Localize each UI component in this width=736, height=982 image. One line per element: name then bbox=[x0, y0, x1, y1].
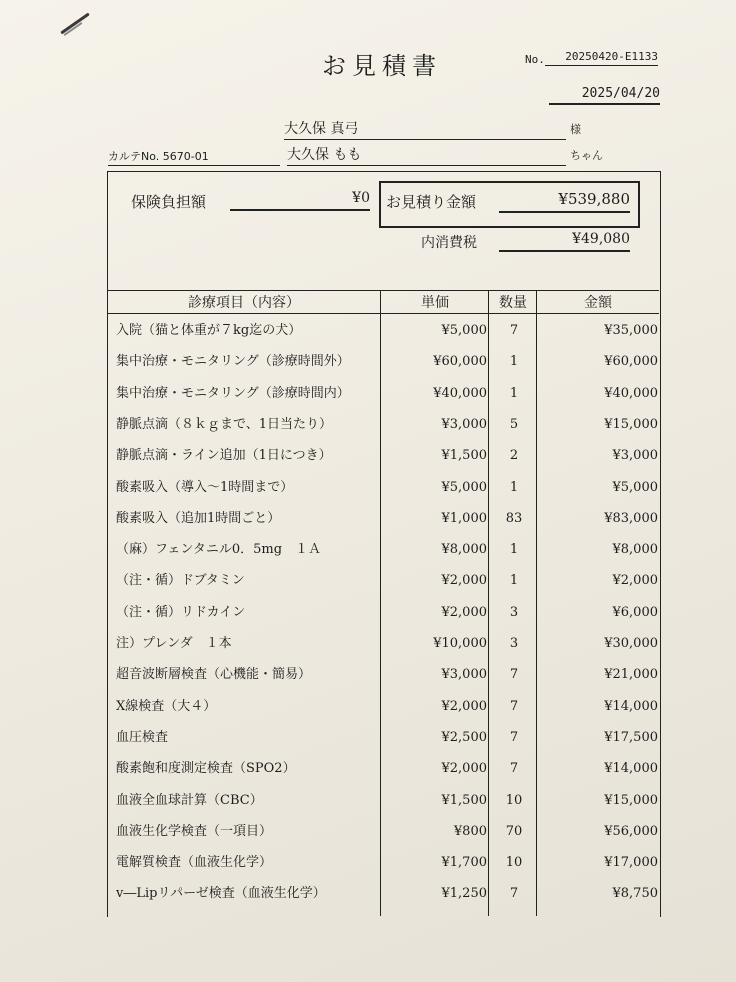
amount: ¥21,000 bbox=[604, 667, 658, 683]
estimate-date: 2025/04/20 bbox=[549, 86, 660, 105]
item-name: 注）プレンダ １本 bbox=[116, 636, 232, 651]
header-item: 診療項目（内容） bbox=[107, 290, 381, 314]
table-row bbox=[107, 878, 659, 909]
amount: ¥35,000 bbox=[604, 323, 658, 338]
pet-honorific: ちゃん bbox=[570, 149, 603, 162]
quantity: 1 bbox=[509, 354, 519, 370]
unit-price: ¥1,500 bbox=[441, 448, 487, 464]
amount: ¥15,000 bbox=[604, 792, 658, 808]
item-name: 電解質検査（血液生化学） bbox=[116, 855, 273, 871]
quantity: 7 bbox=[509, 729, 519, 745]
header-amount: 金額 bbox=[537, 290, 659, 314]
table-row bbox=[107, 346, 659, 377]
table-row bbox=[107, 409, 659, 440]
table-row bbox=[107, 785, 659, 816]
item-name: （注・循）リドカイン bbox=[116, 604, 246, 620]
karte-number: カルテNo. 5670-01 bbox=[108, 148, 280, 166]
unit-price: ¥10,000 bbox=[433, 636, 487, 651]
unit-price: ¥3,000 bbox=[441, 416, 487, 432]
pet-name: 大久保 もも bbox=[287, 144, 566, 166]
unit-price: ¥3,000 bbox=[441, 667, 487, 683]
estimate-number: 20250420-E1133 bbox=[545, 50, 658, 66]
quantity: 10 bbox=[505, 855, 523, 871]
estimate-total-label: お見積り金額 bbox=[386, 193, 477, 211]
owner-name: 大久保 真弓 bbox=[284, 118, 566, 140]
quantity: 70 bbox=[505, 823, 523, 839]
insurance-label: 保険負担額 bbox=[131, 193, 207, 211]
unit-price: ¥5,000 bbox=[441, 479, 487, 495]
unit-price: ¥60,000 bbox=[433, 354, 487, 370]
quantity: 1 bbox=[509, 385, 519, 401]
amount: ¥3,000 bbox=[612, 448, 658, 464]
unit-price: ¥1,700 bbox=[441, 855, 487, 871]
quantity: 7 bbox=[509, 761, 519, 777]
unit-price: ¥1,250 bbox=[441, 886, 487, 902]
table-row bbox=[107, 847, 659, 878]
item-name: v―Lipリパーゼ検査（血液生化学） bbox=[116, 886, 326, 902]
unit-price: ¥8,000 bbox=[441, 542, 487, 558]
unit-price: ¥5,000 bbox=[441, 323, 487, 338]
table-row bbox=[107, 472, 659, 503]
quantity: 1 bbox=[509, 479, 519, 495]
unit-price: ¥2,000 bbox=[441, 761, 487, 777]
quantity: 2 bbox=[509, 448, 519, 464]
table-row bbox=[107, 659, 659, 690]
unit-price: ¥800 bbox=[453, 823, 487, 839]
item-name: 酸素吸入（導入〜1時間まで） bbox=[116, 479, 294, 495]
quantity: 83 bbox=[505, 510, 523, 526]
table-row bbox=[107, 722, 659, 753]
quantity: 7 bbox=[509, 886, 519, 902]
table-row bbox=[107, 503, 659, 534]
unit-price: ¥1,000 bbox=[441, 510, 487, 526]
estimate-total-value: ¥539,880 bbox=[499, 190, 630, 213]
amount: ¥8,750 bbox=[612, 886, 658, 902]
item-name: 超音波断層検査（心機能・簡易） bbox=[116, 667, 312, 683]
table-row bbox=[107, 816, 659, 847]
insurance-value: ¥0 bbox=[230, 190, 370, 211]
amount: ¥14,000 bbox=[604, 698, 658, 714]
item-name: 血圧検査 bbox=[116, 729, 169, 745]
item-name: 静脈点滴・ライン追加（1日につき） bbox=[116, 448, 332, 464]
amount: ¥15,000 bbox=[604, 416, 658, 432]
quantity: 7 bbox=[509, 698, 519, 714]
owner-honorific: 様 bbox=[570, 123, 581, 136]
unit-price: ¥2,000 bbox=[441, 573, 487, 589]
quantity: 1 bbox=[509, 573, 519, 589]
table-row bbox=[107, 565, 659, 596]
amount: ¥2,000 bbox=[612, 573, 658, 589]
item-name: 入院（猫と体重が７kg迄の犬） bbox=[116, 323, 302, 338]
item-name: 酸素吸入（追加1時間ごと） bbox=[116, 510, 281, 526]
item-name: （注・循）ドブタミン bbox=[116, 573, 245, 589]
item-name: 静脈点滴（８ｋｇまで、1日当たり） bbox=[116, 416, 333, 432]
quantity: 3 bbox=[509, 604, 519, 620]
table-row bbox=[107, 597, 659, 628]
item-name: 血液生化学検査（一項目） bbox=[116, 823, 273, 839]
amount: ¥8,000 bbox=[612, 542, 658, 558]
table-row bbox=[107, 628, 659, 659]
amount: ¥30,000 bbox=[604, 636, 658, 651]
tax-value: ¥49,080 bbox=[499, 231, 630, 252]
table-row bbox=[107, 378, 659, 409]
item-name: 集中治療・モニタリング（診療時間外） bbox=[116, 354, 350, 370]
header-quantity: 数量 bbox=[489, 290, 537, 314]
paper-clip-mark bbox=[60, 13, 90, 35]
table-row bbox=[107, 691, 659, 722]
unit-price: ¥2,000 bbox=[441, 698, 487, 714]
item-name: （麻）フェンタニル0．5mg １Ａ bbox=[116, 542, 322, 558]
amount: ¥5,000 bbox=[612, 479, 658, 495]
quantity: 5 bbox=[509, 416, 519, 432]
header-unit-price: 単価 bbox=[381, 290, 489, 314]
table-row bbox=[107, 440, 659, 471]
item-name: 集中治療・モニタリング（診療時間内） bbox=[116, 385, 350, 401]
estimate-number-label: No. bbox=[525, 53, 545, 66]
unit-price: ¥2,000 bbox=[441, 604, 487, 620]
amount: ¥40,000 bbox=[604, 385, 658, 401]
table-row bbox=[107, 534, 659, 565]
quantity: 10 bbox=[505, 792, 523, 808]
document-title: お見積書 bbox=[322, 52, 442, 80]
quantity: 1 bbox=[509, 542, 519, 558]
amount: ¥17,000 bbox=[604, 855, 658, 871]
item-name: 血液全血球計算（CBC） bbox=[116, 792, 263, 808]
item-name: 酸素飽和度測定検査（SPO2） bbox=[116, 761, 296, 777]
amount: ¥56,000 bbox=[604, 823, 658, 839]
table-row bbox=[107, 315, 659, 346]
unit-price: ¥1,500 bbox=[441, 792, 487, 808]
amount: ¥6,000 bbox=[612, 604, 658, 620]
amount: ¥83,000 bbox=[604, 510, 658, 526]
amount: ¥17,500 bbox=[604, 729, 658, 745]
amount: ¥14,000 bbox=[604, 761, 658, 777]
unit-price: ¥40,000 bbox=[433, 385, 487, 401]
amount: ¥60,000 bbox=[604, 354, 658, 370]
quantity: 3 bbox=[509, 636, 519, 651]
item-name: X線検査（大４） bbox=[116, 698, 217, 714]
quantity: 7 bbox=[509, 323, 519, 338]
table-row bbox=[107, 753, 659, 784]
tax-label: 内消費税 bbox=[421, 235, 477, 251]
quantity: 7 bbox=[509, 667, 519, 683]
unit-price: ¥2,500 bbox=[441, 729, 487, 745]
